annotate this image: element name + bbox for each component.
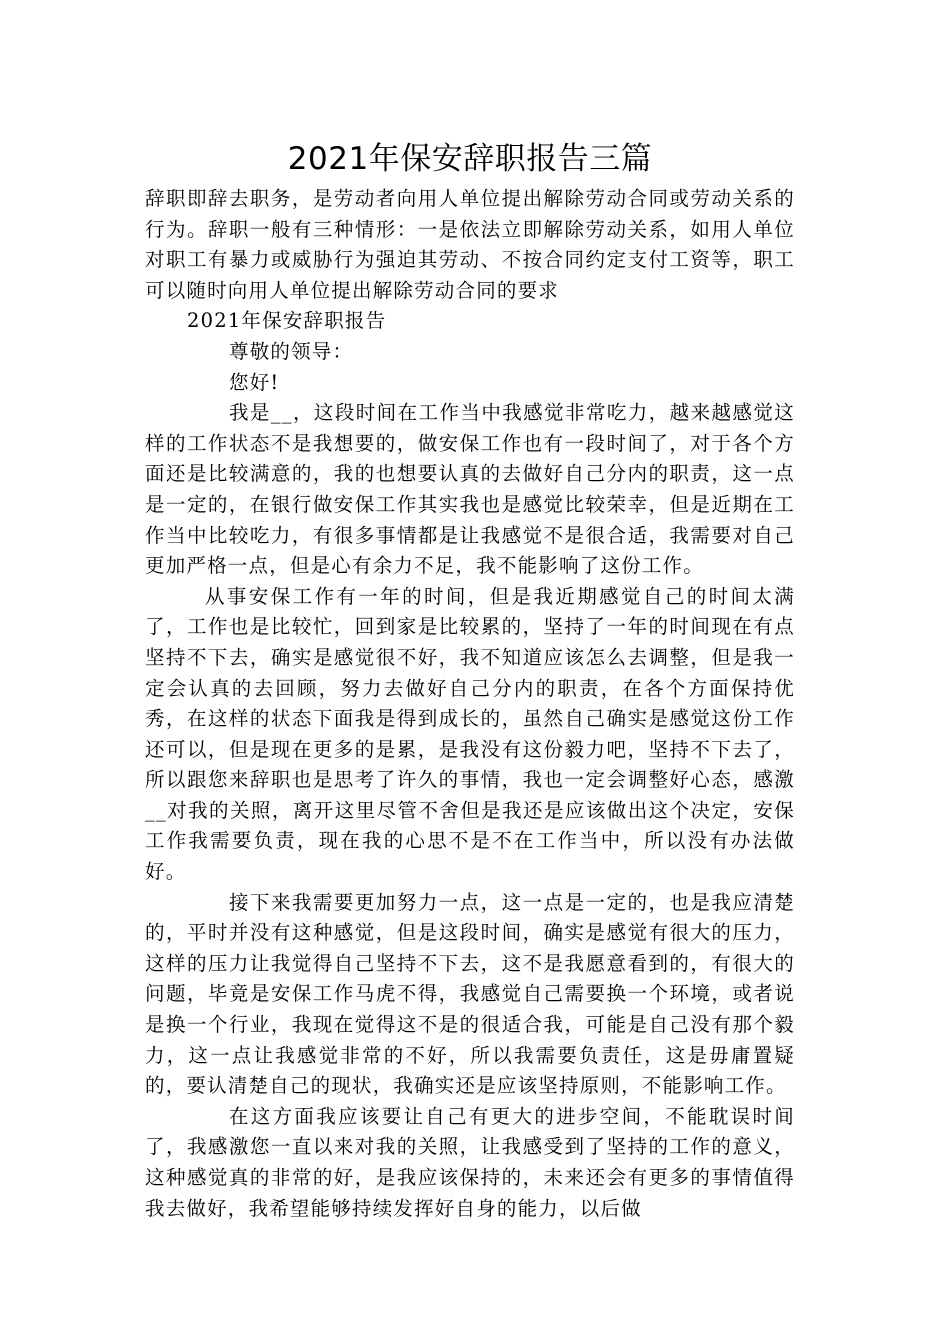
body-paragraph: 我是__，这段时间在工作当中我感觉非常吃力，越来越感觉这样的工作状态不是我想要的，做安保工作也有一段时间了，对于各个方面还是比较满意的，我的也想要认真的去做好自己分内的职责，这一点是一定的，在银行做安保工作其实我也是感觉比较荣幸，但是近期在工作当中比较吃力，有很多事情都是让我感觉不是很合适，我需要对自己更加严格一点，但是心有余力不足，我不能影响了这份工作。 xyxy=(145,401,795,578)
intro-paragraph: 辞职即辞去职务，是劳动者向用人单位提出解除劳动合同或劳动关系的行为。辞职一般有三种情形：一是依法立即解除劳动关系，如用人单位对职工有暴力或威胁行为强迫其劳动、不按合同约定支付工资等，职工可以随时向用人单位提出解除劳动合同的要求 xyxy=(145,187,795,302)
report-subtitle: 2021年保安辞职报告 xyxy=(187,309,387,333)
body-paragraph: 从事安保工作有一年的时间，但是我近期感觉自己的时间太满了，工作也是比较忙，回到家是比较累的，坚持了一年的时间现在有点坚持不下去，确实是感觉很不好，我不知道应该怎么去调整，但是我一定会认真的去回顾，努力去做好自己分内的职责，在各个方面保持优秀，在这样的状态下面我是得到成长的，虽然自己确实是感觉这份工作还可以，但是现在更多的是累，是我没有这份毅力吧，坚持不下去了，所以跟您来辞职也是思考了许久的事情，我也一定会调整好心态，感激__对我的关照，离开这里尽管不舍但是我还是应该做出这个决定，安保工作我需要负责，现在我的心思不是不在工作当中，所以没有办法做好。 xyxy=(145,584,795,884)
document-title: 2021年保安辞职报告三篇 xyxy=(287,141,653,177)
salutation: 尊敬的领导： xyxy=(229,339,354,363)
body-paragraph: 接下来我需要更加努力一点，这一点是一定的，也是我应清楚的，平时并没有这种感觉，但是这段时间，确实是感觉有很大的压力，这样的压力让我觉得自己坚持不下去，这不是我愿意看到的，有很大的问题，毕竟是安保工作马虎不得，我感觉自己需要换一个环境，或者说是换一个行业，我现在觉得这不是的很适合我，可能是自己没有那个毅力，这一点让我感觉非常的不好，所以我需要负责任，这是毋庸置疑的，要认清楚自己的现状，我确实还是应该坚持原则，不能影响工作。 xyxy=(145,890,795,1098)
greeting: 您好! xyxy=(229,370,280,394)
document-body xyxy=(145,184,795,1224)
body-paragraph: 在这方面我应该要让自己有更大的进步空间，不能耽误时间了，我感激您一直以来对我的关照，让我感受到了坚持的工作的意义，这种感觉真的非常的好，是我应该保持的，未来还会有更多的事情值得我去做好，我希望能够持续发挥好自身的能力，以后做 xyxy=(145,1104,795,1220)
